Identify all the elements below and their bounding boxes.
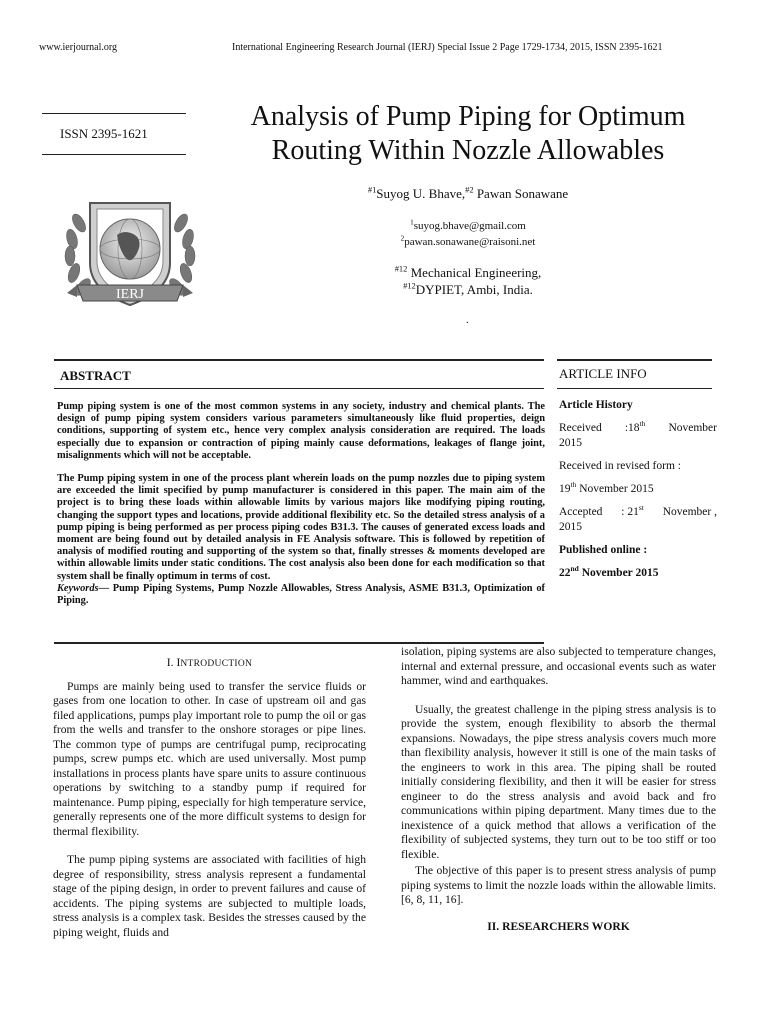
abstract-under-rule	[54, 388, 544, 389]
email-1: suyog.bhave@gmail.com	[413, 220, 526, 232]
section-heading-researchers-work: II. RESEARCHERS WORK	[487, 919, 630, 933]
article-info-under-rule	[557, 388, 712, 389]
published-date: 22nd November 2015	[559, 564, 659, 579]
stray-dot: .	[466, 314, 469, 326]
intro-paragraph-2: The pump piping systems are associated with facilities of high degree of responsibility, stress analysis represent a fundamental stage of the piping design, in order to prevent failures and cause of accidents. The piping systems are subjected to multiple loads, stress analysis is a complex task. Besides the stresses caused by the piping weight, fluids and	[53, 853, 366, 939]
email-2: pawan.sonawane@raisoni.net	[404, 236, 536, 248]
article-info-top-rule	[557, 359, 712, 361]
journal-citation: International Engineering Research Journal (IERJ) Special Issue 2 Page 1729-1734, 2015, ISSN 2395-1621	[232, 42, 663, 53]
received-date: Received :18th November 2015	[559, 419, 717, 449]
intro-paragraph-1: Pumps are mainly being used to transfer the service fluids or gases from one location to other. In case of upstream oil and gas filed applications, pumps play important role to pump the oil or gas from the wells and transfer to the onshore storages or pipe lines. The common type of pumps are centrifugal pump, reciprocating pumps, screw pumps etc. which are used universally. Most pump installations in process plants have spare units to assure continuous operations by switching to a standby pump if required for maintenance. Pump piping, especially for high temperature service, generally represents one of the more difficult systems to design for thermal flexibility.	[53, 679, 366, 838]
published-label: Published online :	[559, 544, 648, 556]
revised-label: Received in revised form :	[559, 460, 681, 472]
abstract-bottom-rule	[54, 642, 544, 644]
abstract-body	[57, 401, 545, 607]
logo-text: IERJ	[116, 287, 144, 302]
right-paragraph-3: The objective of this paper is to present stress analysis of pump piping systems to limit the nozzle loads within the allowable limits. [6, 8, 11, 16].	[401, 864, 716, 906]
abstract-top-rule	[54, 359, 544, 361]
section-heading-introduction: I. INTRODUCTION	[166, 656, 253, 669]
article-info-heading: ARTICLE INFO	[559, 366, 647, 381]
issn-text: ISSN 2395-1621	[60, 126, 148, 141]
abstract-heading: ABSTRACT	[60, 368, 131, 383]
article-info	[559, 398, 717, 589]
authors: $^{\#1}$Suyog U. Bhave,$^{\#2}$ Pawan Sonawane	[367, 184, 569, 201]
ierj-logo	[55, 173, 205, 323]
right-paragraph-2: Usually, the greatest challenge in the piping stress analysis is to provide the system, enough flexibility to absorb the thermal expansions. Nowadays, the pipe stress analysis covers much more than flexibility analysis, however it still is one of the main tasks of the engineers to work in this area. The piping shall be routed initially considering flexibility, and then it will be easier for stress engineer to do the stress analysis and avoid back and fro communications within piping department. Many times due to the inexistence of a quick method that allows a verification of the flexibility of subjected systems, they turn out to be too stiff or too flexible.	[401, 702, 716, 861]
revised-date: 19th November 2015	[559, 480, 654, 495]
article-history-label: Article History	[559, 399, 633, 411]
keywords: Keywords— Pump Piping Systems, Pump Nozzle Allowables, Stress Analysis, ASME B31.3, Optimization of Piping.	[57, 582, 545, 607]
intro-column	[53, 656, 366, 940]
abstract-paragraph-1: Pump piping system is one of the most common systems in any society, industry and chemical plants. The design of pump piping system considers various parameters simultaneously like fluid properties, deign conditions, supporting of system etc., hence very complex analysis consideration are required. The loads especially due to expansion or contraction of piping mainly cause deformations, leakages of flange joint, misalignments which will not be acceptable.	[57, 401, 545, 461]
right-paragraph-1: isolation, piping systems are also subjected to temperature changes, internal and external pressure, and occasional events such as water hammer, wind and earthquakes.	[401, 645, 716, 687]
author-emails: $^1$suyog.bhave@gmail.com $^2$pawan.sonawane@raisoni.net	[400, 218, 536, 248]
paper-title: Analysis of Pump Piping for Optimum Routing Within Nozzle Allowables	[250, 101, 686, 166]
affiliation: $^{\#12}$ Mechanical Engineering, $^{\#12}$DYPIET, Ambi, India.	[394, 263, 542, 297]
abstract-paragraph-2: The Pump piping system in one of the process plant wherein loads on the pump nozzles due to piping system are exceeded the limit specified by pump manufacturer is considered in this paper. The main aim of the project is to bring these loads within allowable limits by various majors like modifying piping routing, changing the support types and locations, provide additional flexibility etc. So the detailed stress analysis of a pump piping is being performed as per process piping codes B31.3. The causes of generated excess loads and moment are being found out by detailed analysis in FE Analysis software. This is followed by repetition of analysis of modified routing and supporting of the system so that, finally stresses & moments developed are within allowable limits under static conditions. The cost analysis also been done for each modification so that system shall be finally optimum in terms of cost.	[57, 473, 545, 582]
right-column	[401, 645, 716, 934]
website-url: www.ierjournal.org	[39, 42, 118, 53]
accepted-date: Accepted : 21st November , 2015	[559, 503, 717, 533]
